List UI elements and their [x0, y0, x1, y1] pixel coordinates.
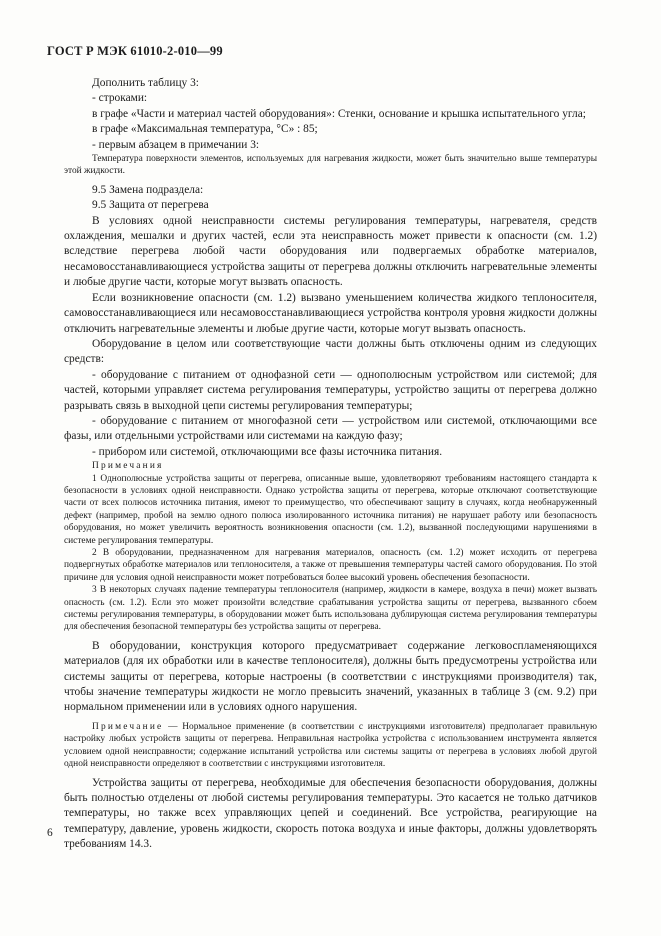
note-paragraph: Температура поверхности элементов, используемых для нагревания жидкости, может быть значительно выше температуры этой жидкости.	[64, 154, 597, 177]
paragraph: В оборудовании, конструкция которого предусматривает содержание легковоспламеняющихся материалов (для их обработки или в качестве теплоносителя), должны быть предусмотрены устройства или системы защиты от перегрева, которые настроены (в соответствии с инструкциями производителя) так, чтобы значение температуры жидкости не могло превысить значений, указанных в таблице 3 (см. 9.2) при нормальном применении или в условиях одного нарушения.	[64, 639, 597, 714]
paragraph: Устройства защиты от перегрева, необходимые для обеспечения безопасности оборудования, должны быть полностью отделены от любой системы регулирования температуры. Это касается не только датчиков температуры, но также всех управляющих цепей и соединений. Все устройства, реагирующие на температуру, давление, уровень жидкости, скорость потока воздуха и иные факторы, должны удовлетворять требованиям 14.3.	[64, 776, 597, 851]
paragraph: - первым абзацем в примечании 3:	[92, 138, 260, 151]
document-body	[64, 76, 597, 853]
note-paragraph	[64, 721, 597, 771]
list-item: - прибором или системой, отключающими все фазы источника питания.	[92, 445, 443, 458]
list-item: - оборудование с питанием от многофазной сети — устройством или системой, отключающими все фазы, или отдельными устройствами или системами на каждую фазу;	[64, 414, 597, 443]
paragraph: В условиях одной неисправности системы регулирования температуры, нагревателя, средств охлаждения, мешалки и других частей, если эта неисправность может привести к опасности (см. 1.2) вследствие перегрева любой части оборудования или подвергаемых обработке материалов, несамовосстанавливающиеся устройства защиты от перегрева должны отключить нагревательные элементы и любые другие части, которые могут вызвать опасность.	[64, 214, 597, 289]
list-item: - оборудование с питанием от однофазной сети — однополюсным устройством или системой; для частей, которыми управляет система регулирования температуры, устройство защиты от перегрева должно разрывать связь в выходной цепи системы регулирования температуры;	[64, 368, 597, 412]
page-number: 6	[47, 827, 53, 839]
section-heading: 9.5 Защита от перегрева	[92, 199, 209, 212]
section-heading: 9.5 Замена подраздела:	[92, 183, 204, 196]
paragraph: Если возникновение опасности (см. 1.2) вызвано уменьшением количества жидкого теплоносителя, самовосстанавливающиеся или несамовосстанавливающиеся устройства контроля уровня жидкости должны отключить нагревательные элементы и любые другие части, которые могут вызвать опасность.	[64, 291, 597, 335]
paragraph: - строками:	[92, 92, 148, 105]
note-paragraph: 2 В оборудовании, предназначенном для нагревания материалов, опасность (см. 1.2) может исходить от перегрева подвергнутых обработке материалов или теплоносителя, а также от превышения температуры частей самого оборудования. По этой причине для условия одной неисправности может потребоваться более высокий уровень обеспечения безопасности.	[64, 548, 597, 583]
notes-heading: Примечания	[92, 461, 164, 472]
note-paragraph: 3 В некоторых случаях падение температуры теплоносителя (например, жидкости в камере, воздуха в печи) может вызвать опасность (см. 1.2). Если это может произойти вследствие срабатывания устройства защиты от перегрева, вызванного сбоем системы регулирования температуры, в оборудовании может быть использована дублирующая система регулирования температуры для обеспечения безопасной температуры без устройства защиты от перегрева.	[64, 585, 597, 633]
paragraph: Оборудование в целом или соответствующие части должны быть отключены одним из следующих средств:	[64, 337, 597, 366]
paragraph: Дополнить таблицу 3:	[92, 77, 199, 89]
standard-header: ГОСТ Р МЭК 61010-2-010—99	[47, 44, 223, 58]
note-label: Примечание	[92, 721, 164, 732]
note-text: — Нормальное применение (в соответствии с инструкциями изготовителя) предполагает правильную настройку любых устройств защиты от перегрева. Неправильная настройка устройства с использованием инструмента является условием одной неисправности; содержание испытаний устройства или системы защиты от перегрева в условиях любой другой одной неисправности определяют в соответствии с инструкциями изготовителя.	[64, 721, 597, 770]
paragraph: в графе «Части и материал частей оборудования»: Стенки, основание и крышка испытательного угла;	[92, 107, 586, 120]
note-paragraph: 1 Однополюсные устройства защиты от перегрева, описанные выше, удовлетворяют требованиям настоящего стандарта к безопасности в условиях одной неисправности. Однако устройства защиты от перегрева, которые отключают соответствующие части от всех полюсов источника питания, имеют то преимущество, что обеспечивают защиту в случаях, когда необнаруженный дефект (например, пробой на землю одного полюса изолированного источника питания) не нарушает работу или безопасность оборудования, но может увеличить вероятность возникновения опасности (см. 1.2), вызванной последующими нарушениями в системе регулирования температуры.	[64, 473, 597, 546]
paragraph: в графе «Максимальная температура, °С» : 85;	[92, 123, 318, 136]
